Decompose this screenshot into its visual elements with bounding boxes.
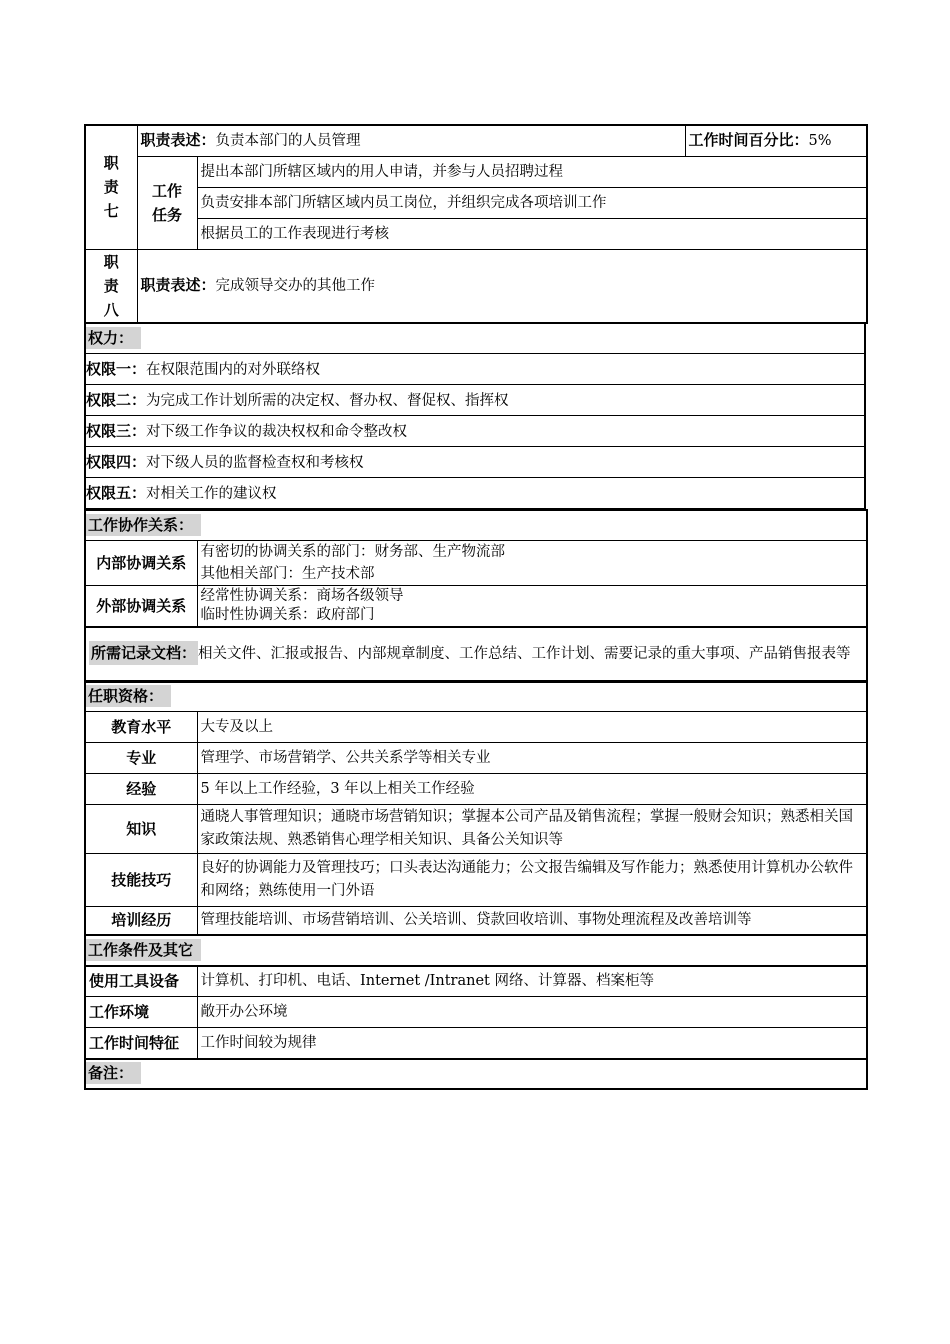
conditions-row [85, 966, 867, 997]
major-value: 管理学、市场营销学、公共关系学等相关专业 [197, 743, 867, 774]
qualification-row [85, 854, 867, 907]
duty7-task-1: 提出本部门所辖区域内的用人申请，并参与人员招聘过程 [197, 156, 867, 187]
experience-value: 5 年以上工作经验，3 年以上相关工作经验 [197, 774, 867, 805]
duty7-task-label: 工作 任务 [137, 156, 197, 249]
environment-value: 敞开办公环境 [197, 997, 867, 1028]
conditions-header: 工作条件及其它 [85, 935, 867, 966]
environment-label: 工作环境 [85, 997, 197, 1028]
duty7-description: 职责表述：负责本部门的人员管理 [137, 125, 685, 156]
qualification-header: 任职资格： [85, 682, 867, 712]
duty7-time-percentage: 工作时间百分比：5% [685, 125, 867, 156]
remarks-row [85, 1059, 867, 1089]
power-item-3: 权限三：对下级工作争议的裁决权权和命令整改权 [85, 416, 865, 447]
power-row [85, 416, 865, 447]
records-documents: 所需记录文档： 相关文件、汇报或报告、内部规章制度、工作总结、工作计划、需要记录的重大事项、产品销售报表等 [85, 627, 867, 680]
work-hours-label: 工作时间特征 [85, 1028, 197, 1059]
conditions-row [85, 1028, 867, 1059]
education-value: 大专及以上 [197, 712, 867, 743]
power-header: 权力： [85, 323, 865, 354]
work-hours-value: 工作时间较为规律 [197, 1028, 867, 1059]
knowledge-value: 通晓人事管理知识；通晓市场营销知识；掌握本公司产品及销售流程；掌握一般财会知识；熟悉相关国家政策法规、熟悉销售心理学相关知识、具备公关知识等 [197, 805, 867, 854]
internal-coordination-row [85, 540, 867, 585]
power-item-5: 权限五：对相关工作的建议权 [85, 478, 865, 509]
qualification-row [85, 774, 867, 805]
qualification-row [85, 743, 867, 774]
qualification-row [85, 805, 867, 854]
skills-label: 技能技巧 [85, 854, 197, 907]
duty7-desc-row [85, 125, 867, 156]
power-item-4: 权限四：对下级人员的监督检查权和考核权 [85, 447, 865, 478]
cooperation-header-row [85, 510, 867, 540]
duty7-task-2: 负责安排本部门所辖区域内员工岗位，并组织完成各项培训工作 [197, 187, 867, 218]
tools-value: 计算机、打印机、电话、Internet /Intranet 网络、计算器、档案柜等 [197, 966, 867, 997]
tools-label: 使用工具设备 [85, 966, 197, 997]
qualification-header-row [85, 682, 867, 712]
power-item-2: 权限二：为完成工作计划所需的决定权、督办权、督促权、指挥权 [85, 385, 865, 416]
knowledge-label: 知识 [85, 805, 197, 854]
duty8-row [85, 249, 867, 323]
remarks-header: 备注： [85, 1059, 867, 1089]
power-item-1: 权限一：在权限范围内的对外联络权 [85, 354, 865, 385]
internal-coordination-value: 有密切的协调关系的部门：财务部、生产物流部 其他相关部门：生产技术部 [197, 540, 867, 585]
training-label: 培训经历 [85, 907, 197, 935]
internal-coordination-label: 内部协调关系 [85, 540, 197, 585]
duty7-task-3: 根据员工的工作表现进行考核 [197, 218, 867, 249]
power-header-row [85, 323, 865, 354]
power-row [85, 385, 865, 416]
education-label: 教育水平 [85, 712, 197, 743]
duty7-heading: 职 责 七 [85, 125, 137, 249]
conditions-header-row [85, 935, 867, 966]
qualification-row [85, 712, 867, 743]
training-value: 管理技能培训、市场营销培训、公关培训、贷款回收培训、事物处理流程及改善培训等 [197, 907, 867, 935]
external-coordination-label: 外部协调关系 [85, 585, 197, 627]
experience-label: 经验 [85, 774, 197, 805]
records-row [85, 627, 867, 680]
major-label: 专业 [85, 743, 197, 774]
cooperation-header: 工作协作关系： [85, 510, 867, 540]
duty7-task-row [85, 156, 867, 187]
job-description-table [84, 124, 868, 324]
job-description-page [84, 124, 866, 1090]
external-coordination-value: 经常性协调关系：商场各级领导 临时性协调关系：政府部门 [197, 585, 867, 627]
duty8-heading: 职 责 八 [85, 249, 137, 323]
qualification-row [85, 907, 867, 935]
power-row [85, 354, 865, 385]
qualification-table [84, 681, 868, 1090]
skills-value: 良好的协调能力及管理技巧；口头表达沟通能力；公文报告编辑及写作能力；熟悉使用计算机办公软件和网络；熟练使用一门外语 [197, 854, 867, 907]
external-coordination-row [85, 585, 867, 627]
duty7-task-row [85, 218, 867, 249]
power-row [85, 478, 865, 509]
cooperation-table [84, 509, 868, 681]
power-row [85, 447, 865, 478]
duty8-description: 职责表述：完成领导交办的其他工作 [137, 249, 867, 323]
duty7-task-row [85, 187, 867, 218]
power-table [84, 322, 866, 510]
conditions-row [85, 997, 867, 1028]
